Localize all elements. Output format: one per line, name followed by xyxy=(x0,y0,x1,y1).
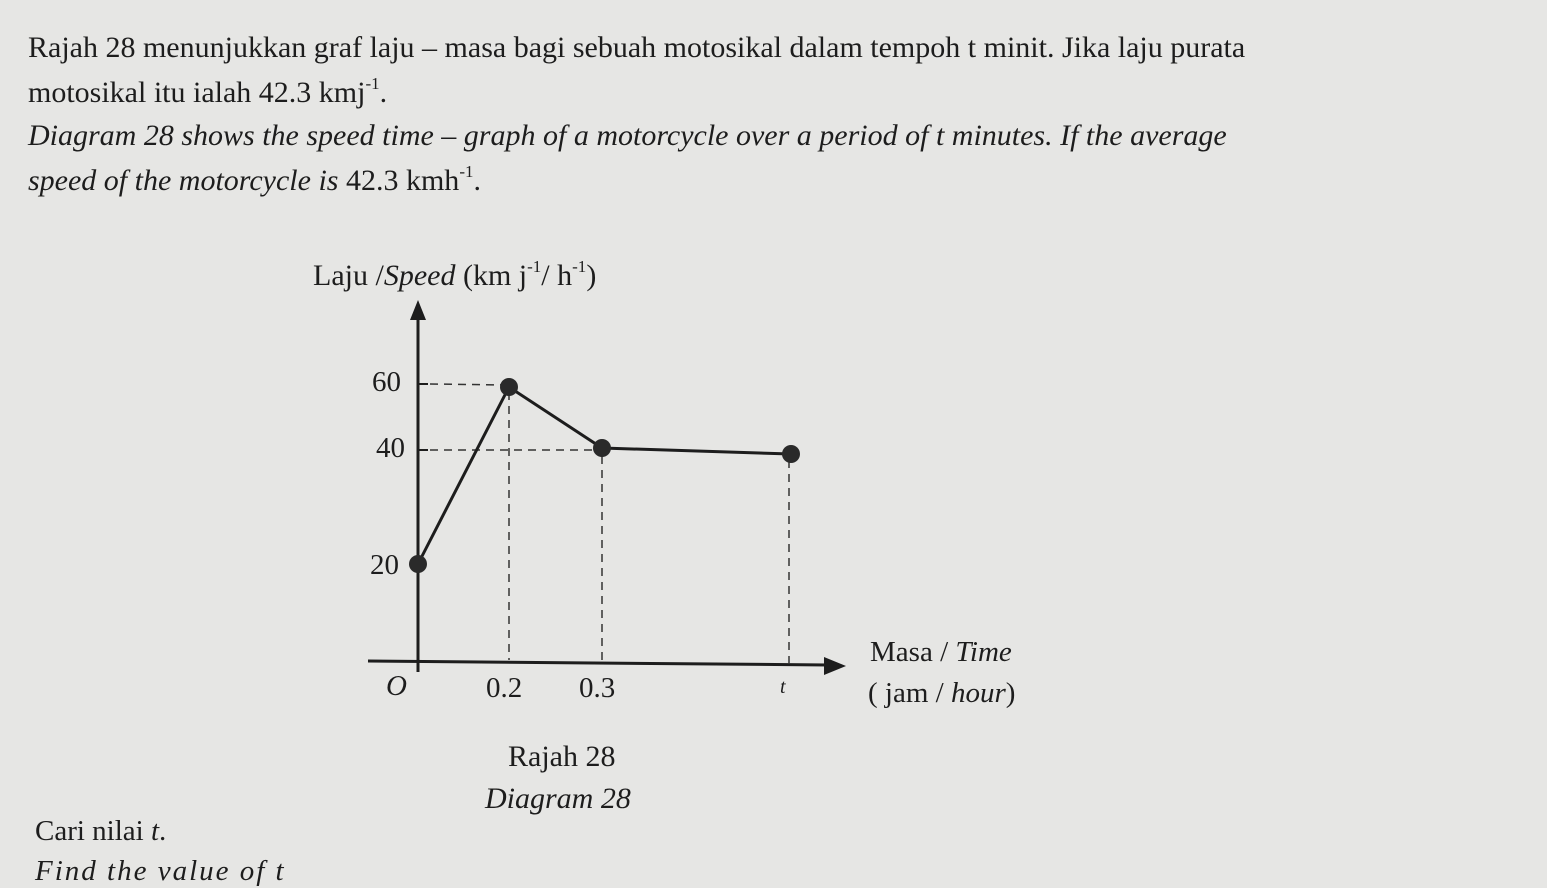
x-axis-unit-malay: ( jam / xyxy=(868,677,944,709)
task-malay-variable: t xyxy=(150,815,160,847)
y-tick-label-20: 20 xyxy=(370,549,399,581)
y-tick-label-60: 60 xyxy=(372,366,401,398)
question-malay-line2-end: . xyxy=(379,76,388,109)
x-axis-label-english: Time xyxy=(955,636,1012,668)
x-axis-unit-english: hour xyxy=(950,677,1006,709)
question-english-line2-text: speed of the motorcycle is xyxy=(28,164,339,197)
y-axis-unit-mid: / h xyxy=(541,259,573,292)
task-malay-end: . xyxy=(159,815,167,847)
x-tick-label-0.2: 0.2 xyxy=(486,672,523,704)
x-axis xyxy=(368,661,828,665)
unit-superscript: -1 xyxy=(527,257,542,276)
task-malay xyxy=(35,815,166,848)
average-speed-value: 42.3 kmh xyxy=(345,164,460,197)
unit-superscript: -1 xyxy=(572,257,587,276)
point-0.3-40 xyxy=(593,439,611,457)
x-tick-label-t: t xyxy=(780,676,786,698)
unit-superscript: -1 xyxy=(459,162,474,181)
point-0.2-60 xyxy=(500,378,518,396)
y-axis-label xyxy=(313,257,596,293)
point-t-40 xyxy=(782,445,800,463)
caption-malay: Rajah 28 xyxy=(508,740,616,773)
y-axis-label-english: Speed xyxy=(383,259,456,292)
task-english: Find the value of t xyxy=(35,855,286,887)
x-tick-label-0.3: 0.3 xyxy=(579,672,616,704)
y-axis-arrow xyxy=(410,300,426,320)
question-malay-line1: Rajah 28 menunjukkan graf laju – masa bagi sebuah motosikal dalam tempoh t minit. Jika laju purata xyxy=(28,31,1246,64)
y-axis-unit-end: ) xyxy=(586,259,597,292)
guide-y-60 xyxy=(430,384,505,385)
x-axis-unit-end: ) xyxy=(1005,677,1016,709)
unit-superscript: -1 xyxy=(365,74,380,93)
y-tick-label-40: 40 xyxy=(376,432,405,464)
caption-english: Diagram 28 xyxy=(485,782,631,815)
x-axis-unit xyxy=(868,677,1015,710)
y-axis-label-malay: Laju / xyxy=(313,259,384,292)
question-english-line1: Diagram 28 shows the speed time – graph of a motorcycle over a period of t minutes. If the average xyxy=(28,119,1227,152)
question-malay-line2-text: motosikal itu ialah 42.3 kmj xyxy=(28,76,366,109)
x-axis-arrow xyxy=(824,657,846,675)
point-0-20 xyxy=(409,555,427,573)
y-axis-unit: (km j xyxy=(462,259,528,292)
x-axis-label-malay: Masa / xyxy=(870,636,949,668)
x-axis-label xyxy=(870,636,1012,669)
question-english-line2-end: . xyxy=(473,164,481,197)
origin-label: O xyxy=(386,670,407,702)
speed-line xyxy=(418,387,791,564)
task-malay-text: Cari nilai xyxy=(35,815,144,847)
